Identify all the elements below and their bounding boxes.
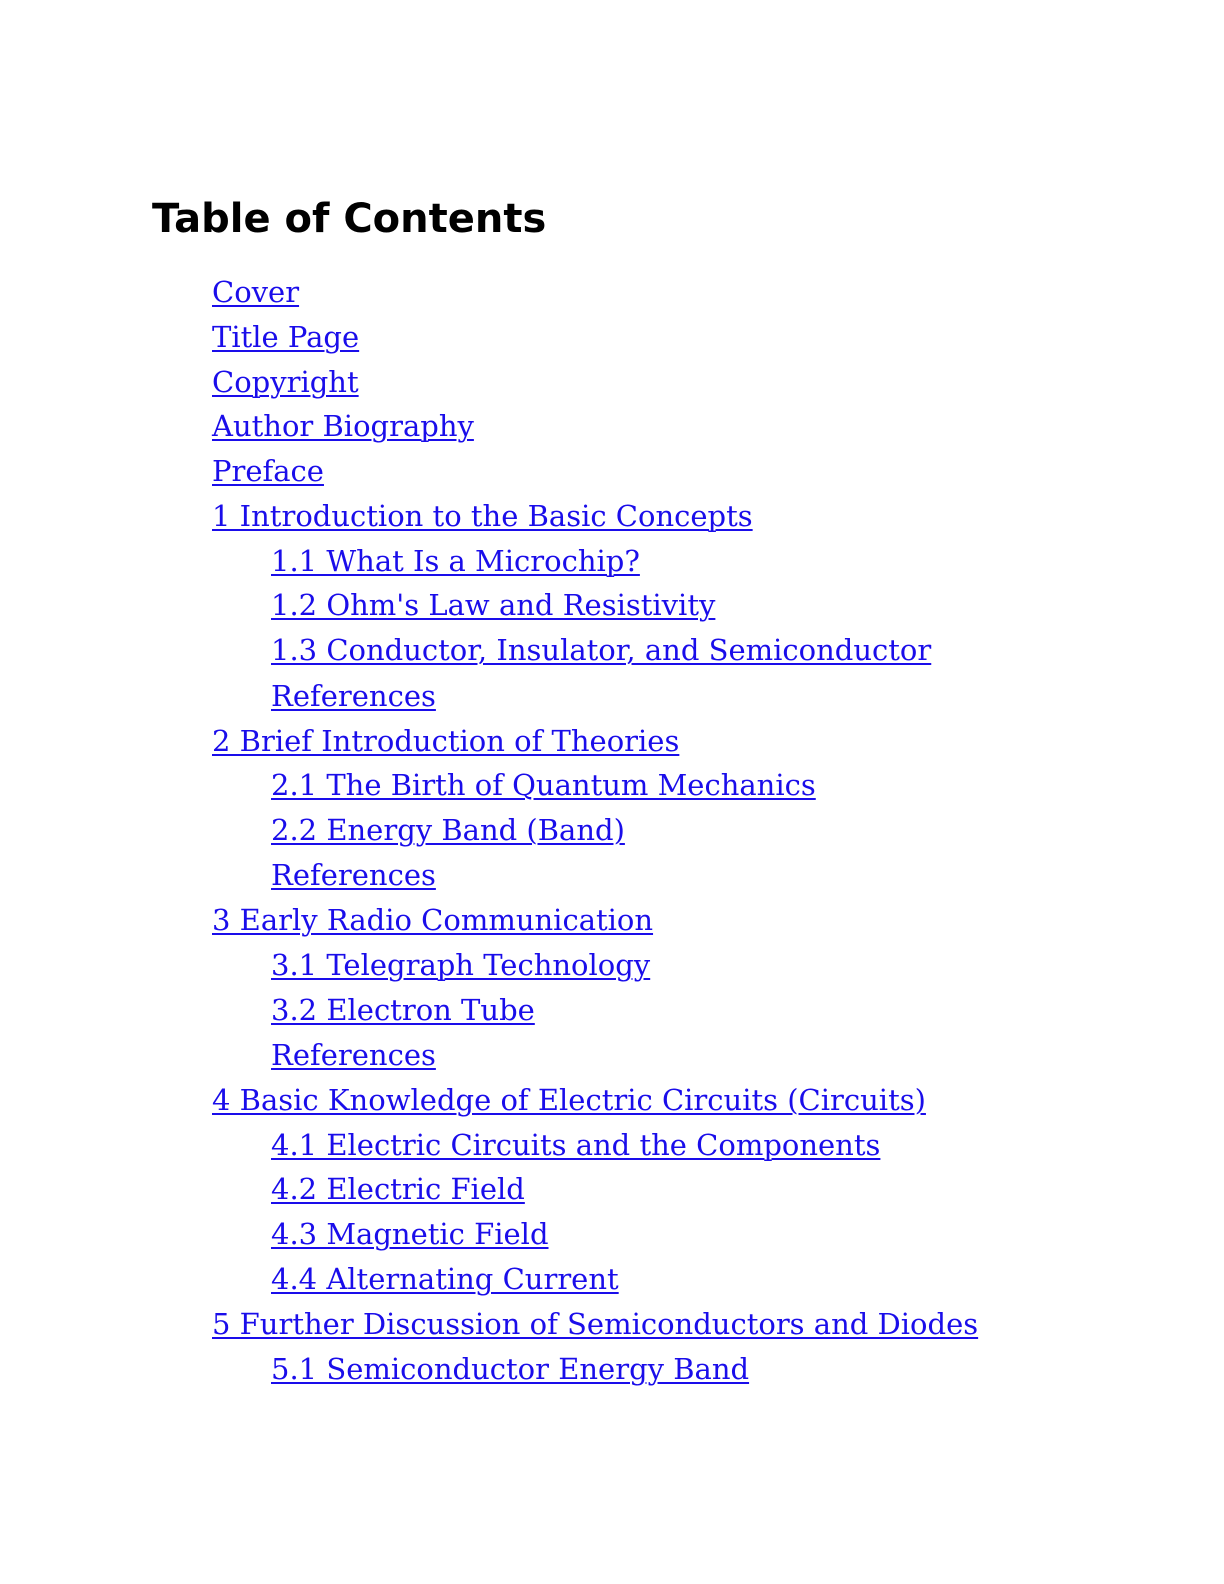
toc-link-section-5-1[interactable]: 5.1 Semiconductor Energy Band [271,1352,750,1386]
toc-entry [212,317,359,357]
toc-entry [271,1349,749,1389]
toc-link-section-2-1[interactable]: 2.1 The Birth of Quantum Mechanics [271,768,816,802]
toc-link-copyright[interactable]: Copyright [212,365,359,399]
toc-link-section-3-1[interactable]: 3.1 Telegraph Technology [271,948,651,982]
toc-link-section-1-2[interactable]: 1.2 Ohm's Law and Resistivity [271,588,716,622]
toc-link-section-1-1[interactable]: 1.1 What Is a Microchip? [271,544,640,578]
toc-entry [271,630,931,670]
toc-link-chapter-1[interactable]: 1 Introduction to the Basic Concepts [212,499,753,533]
toc-entry [271,855,436,895]
toc-link-chapter-4[interactable]: 4 Basic Knowledge of Electric Circuits (Circuits) [212,1083,926,1117]
toc-entry [271,945,650,985]
toc-entry [212,406,474,446]
toc-link-preface[interactable]: Preface [212,454,324,488]
toc-entry [271,810,625,850]
toc-entry [271,676,436,716]
toc-entry [271,990,535,1030]
toc-link-section-3-2[interactable]: 3.2 Electron Tube [271,993,535,1027]
toc-entry [271,1259,619,1299]
toc-link-section-2-2[interactable]: 2.2 Energy Band (Band) [271,813,625,847]
toc-entry [212,272,299,312]
toc-entry [271,765,816,805]
toc-link-section-4-4[interactable]: 4.4 Alternating Current [271,1262,619,1296]
toc-entry [212,451,324,491]
toc-link-title-page[interactable]: Title Page [212,320,360,354]
toc-link-references-1[interactable]: References [271,679,436,713]
toc-entry [212,1304,978,1344]
toc-entry [271,1035,436,1075]
page-title: Table of Contents [152,196,547,242]
toc-link-cover[interactable]: Cover [212,275,300,309]
toc-link-section-4-3[interactable]: 4.3 Magnetic Field [271,1217,549,1251]
toc-entry [271,1125,880,1165]
toc-entry [212,900,653,940]
toc-entry [271,585,715,625]
toc-link-section-1-3[interactable]: 1.3 Conductor, Insulator, and Semiconductor [271,633,932,667]
toc-link-references-2[interactable]: References [271,858,436,892]
toc-entry [271,541,640,581]
toc-link-author-biography[interactable]: Author Biography [212,409,474,443]
toc-entry [271,1169,525,1209]
toc-link-chapter-5[interactable]: 5 Further Discussion of Semiconductors and Diodes [212,1307,979,1341]
toc-entry [271,1214,549,1254]
toc-entry [212,1080,926,1120]
toc-link-chapter-2[interactable]: 2 Brief Introduction of Theories [212,724,680,758]
toc-entry [212,362,359,402]
toc-entry [212,721,679,761]
toc-link-section-4-1[interactable]: 4.1 Electric Circuits and the Components [271,1128,881,1162]
toc-entry [212,496,753,536]
toc-link-references-3[interactable]: References [271,1038,436,1072]
toc-link-section-4-2[interactable]: 4.2 Electric Field [271,1172,525,1206]
toc-link-chapter-3[interactable]: 3 Early Radio Communication [212,903,654,937]
